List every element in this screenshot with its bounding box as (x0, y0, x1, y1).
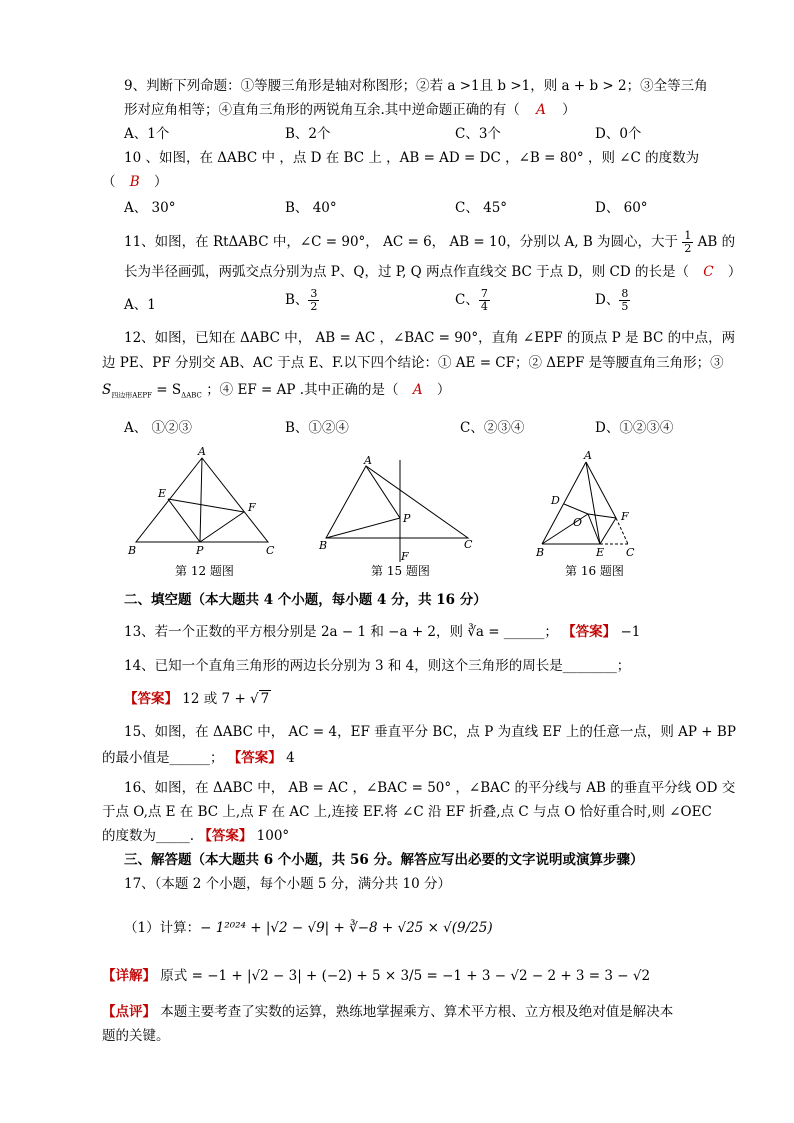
q12-line1: 12、如图，已知在 ΔABC 中， AB = AC ，∠BAC = 90°，直角 ∠EPF 的顶点 P 是 BC 的中点，两 (124, 330, 736, 346)
q11-text2: 长为半径画弧，两弧交点分别为点 P、Q，过 P, Q 两点作直线交 BC 于点 D，则 CD 的长是（ (124, 264, 689, 280)
q13-answer: −1 (620, 624, 641, 640)
q11-option-b: B、 $\frac{3}{2}$ (285, 287, 318, 313)
q10-option-b: B、 40° (285, 200, 337, 216)
fig16-label-a: A (584, 449, 592, 462)
q12-option-d: D、①②③④ (595, 420, 674, 436)
fig16-caption: 第 16 题图 (565, 564, 624, 578)
fig15-label-f: F (401, 550, 409, 563)
q9-answer: A (536, 102, 546, 118)
q12-line2: 边 PE、PF 分别交 AB、AC 于点 E、F.以下四个结论：① AE = CF；② ΔEPF 是等腰直角三角形；③ (102, 355, 724, 371)
fig15-label-b: B (319, 539, 328, 552)
fig12-label-c: C (266, 544, 275, 557)
q13-answer-tag: 【答案】 (562, 624, 617, 640)
q9-option-b: B、2个 (285, 126, 331, 142)
q10-line2 (102, 172, 168, 192)
q10-open: （ (102, 174, 116, 190)
fig12-label-f: F (248, 501, 256, 514)
q16-answer: 100° (256, 828, 290, 844)
q16-line2: 于点 O,点 E 在 BC 上,点 F 在 AC 上,连接 EF.将 ∠C 沿 EF 折叠,点 C 与点 O 恰好重合时,则 ∠OEC (102, 804, 712, 820)
q11-option-a: A、1 (124, 297, 156, 313)
q14-answer-radicand: 7 (260, 691, 270, 707)
fig16-label-d: D (551, 494, 560, 507)
q10-answer: B (129, 174, 140, 190)
q11-text: 11、如图，在 RtΔABC 中，∠C = 90°， AC = 6， AB = 10，分别以 A, B 为圆心，大于 (124, 234, 679, 250)
q12-line3: $S_{四边形AEPF} = S_{\Delta ABC}$ ；④ EF = AP .其中正确的是（ A ） (102, 382, 451, 400)
q10-close: ） (154, 174, 168, 190)
q11-line2 (124, 262, 741, 282)
fig16-label-f: F (621, 510, 629, 523)
q17-detail: 【详解】 原式 = −1 + |√2 − 3| + (−2) + 5 × 3/5 = −1 + 3 − √2 − 2 + 3 = 3 − √2 (102, 968, 651, 984)
q9-text: 形对应角相等；④直角三角形的两锐角互余.其中逆命题正确的有（ (124, 102, 520, 118)
fig12-label-p: P (196, 544, 204, 557)
q10-option-a: A、 30° (124, 200, 176, 216)
q10-line1: 10 、如图，在 ΔABC 中 ，点 D 在 BC 上 ，AB = AD = DC ，∠B = 80° ，则 ∠C 的度数为 (124, 150, 700, 166)
q14-answer-line (124, 689, 271, 709)
fig15-label-c: C (464, 538, 473, 551)
q10-option-c: C、 45° (455, 200, 508, 216)
q17-heading: 17、（本题 2 个小题，每个小题 5 分，满分共 10 分） (124, 876, 452, 892)
q17-comment-tag: 【点评】 (102, 1004, 156, 1020)
q11-answer: C (703, 264, 714, 280)
q10-option-d: D、 60° (595, 200, 648, 216)
q16-line1: 16、如图，在 ΔABC 中， AB = AC ，∠BAC = 50° ，∠BAC 的平分线与 AB 的垂直平分线 OD 交 (124, 780, 736, 796)
q14-answer-tag: 【答案】 (124, 691, 178, 707)
q12-option-a: A、 ①②③ (124, 420, 193, 436)
q9-line2 (124, 100, 576, 120)
q17-comment-line2: 题的关键。 (102, 1028, 170, 1044)
q9-option-c: C、3个 (455, 126, 501, 142)
section-2-heading: 二、填空题（本大题共 4 个小题，每小题 4 分，共 16 分） (124, 592, 487, 608)
fig12-label-a: A (198, 445, 206, 458)
fig15-label-a: A (364, 454, 372, 467)
q9-close: ） (562, 102, 576, 118)
section-3-heading: 三、解答题（本大题共 6 个小题，共 56 分。解答应写出必要的文字说明或演算步骤） (124, 852, 644, 868)
q11-option-d: D、 $\frac{8}{5}$ (595, 287, 629, 313)
q12-answer: A (412, 382, 423, 398)
fig12-label-b: B (128, 544, 137, 557)
q11-line1 (124, 230, 735, 255)
fig15-label-p: P (403, 512, 411, 525)
q17-detail-tag: 【详解】 (102, 968, 156, 984)
fig12-label-e: E (158, 487, 167, 500)
q9-line1: 9、判断下列命题：①等腰三角形是轴对称图形；②若 a >1且 b >1，则 a + b > 2；③全等三角 (124, 78, 708, 94)
q14-line: 14、已知一个直角三角形的两边长分别为 3 和 4，则这个三角形的周长是________； (124, 658, 631, 674)
q16-answer-tag: 【答案】 (198, 828, 253, 844)
q12-option-b: B、①②④ (285, 420, 349, 436)
q15-line1: 15、如图，在 ΔABC 中， AC = 4，EF 垂直平分 BC，点 P 为直线 EF 上的任意一点，则 AP + BP (124, 724, 736, 740)
fig12-caption: 第 12 题图 (175, 564, 234, 578)
figure-12 (122, 444, 282, 564)
q11-close: ） (727, 264, 742, 280)
q9-option-d: D、0个 (595, 126, 642, 142)
q11-option-c: C、 $\frac{7}{4}$ (455, 287, 488, 313)
q17-calc: （1）计算：− 1²⁰²⁴ + |√2 − √9| + ∛−8 + √25 × √(9/25) (124, 920, 493, 936)
q11-fraction: $\frac{1}{2}$ (684, 229, 692, 255)
fig15-caption: 第 15 题图 (371, 564, 430, 578)
q15-answer-tag: 【答案】 (227, 750, 282, 766)
q17-comment-line1: 【点评】 本题主要考查了实数的运算，熟练地掌握乘方、算术平方根、立方根及绝对值是解决本 (102, 1004, 674, 1020)
q14-answer: 12 或 7 + √ (182, 691, 259, 707)
figure-15 (316, 452, 486, 564)
q15-line2: 的最小值是______； 【答案】 4 (102, 750, 295, 766)
q13-line: 13、若一个正数的平方根分别是 2a − 1 和 −a + 2，则 ∛a = ______； 【答案】 −1 (124, 624, 641, 640)
fig16-label-e: E (596, 546, 605, 559)
fig16-label-o: O (573, 516, 583, 529)
q16-line3: 的度数为_____. 【答案】 100° (102, 828, 290, 844)
fig16-label-b: B (536, 546, 545, 559)
figure-16 (532, 448, 642, 562)
q11-text-post: AB 的 (697, 234, 736, 250)
q12-option-c: C、②③④ (460, 420, 525, 436)
q15-answer: 4 (286, 750, 295, 766)
q9-option-a: A、1个 (124, 126, 170, 142)
fig16-label-c: C (626, 546, 635, 559)
